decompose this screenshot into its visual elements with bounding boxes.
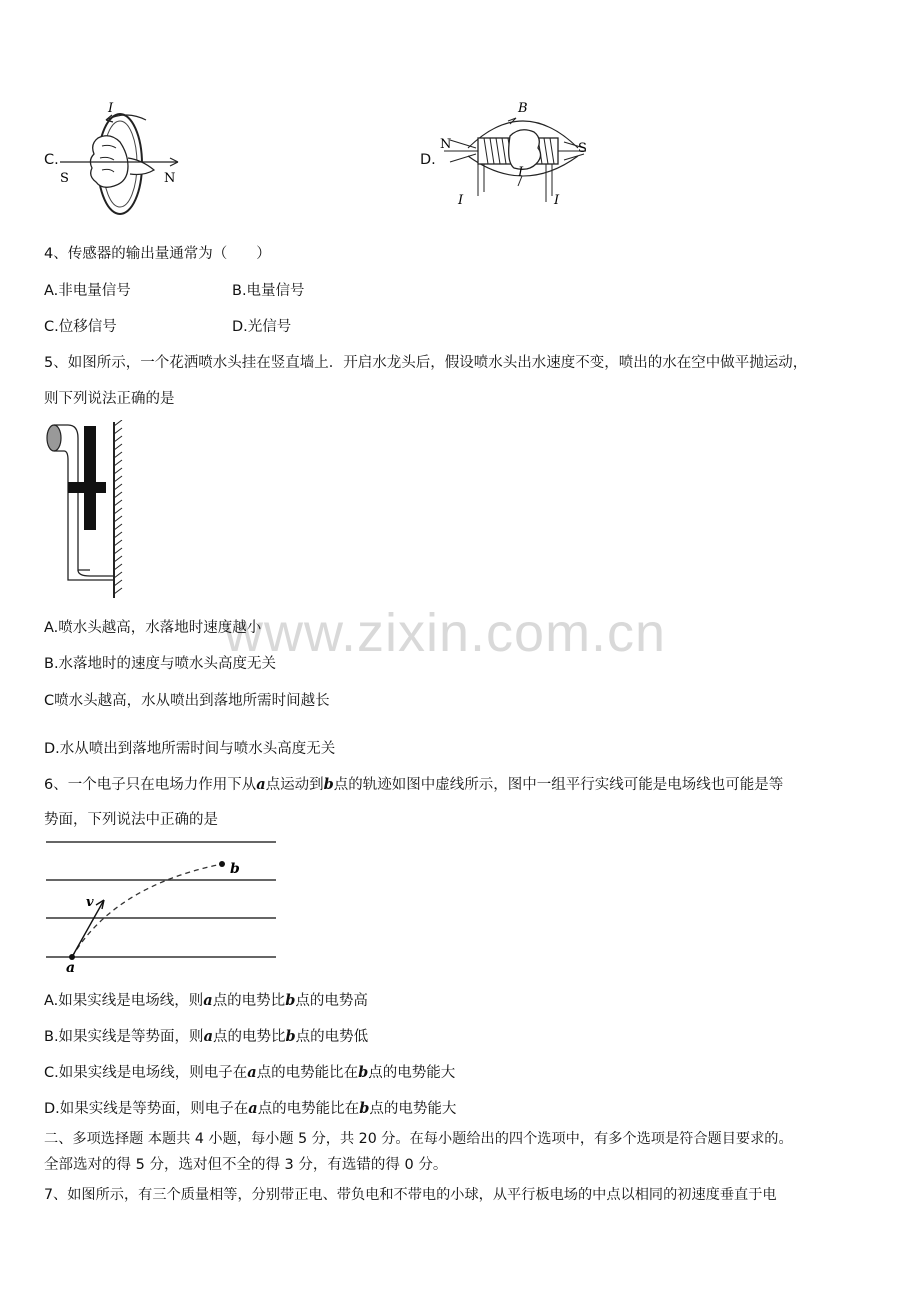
section2-line1: 二、多项选择题 本题共 4 小题，每小题 5 分，共 20 分。在每小题给出的四个选项中，有多个选项是符合题目要求的。 [44, 1131, 793, 1147]
fig-c-s-label: S [60, 171, 69, 186]
fig-d-i-mid-label: I [518, 165, 524, 180]
fig-c-n-label: N [164, 171, 176, 186]
watermark: www.zixin.com.cn [224, 603, 667, 663]
q4-stem: 4、传感器的输出量通常为（ ） [44, 246, 271, 262]
figure-showerhead [44, 420, 124, 602]
q5-stem-line1: 5、如图所示，一个花洒喷水头挂在竖直墙上．开启水龙头后，假设喷水头出水速度不变，喷出的水在空中做平抛运动， [44, 355, 808, 371]
q4-option-c: C.位移信号 [44, 319, 117, 335]
fig-v-label: v [86, 895, 94, 910]
q7-stem-line1: 7、如图所示，有三个质量相等，分别带正电、带负电和不带电的小球，从平行板电场的中点以相同的初速度垂直于电 [44, 1187, 777, 1203]
q5-option-b: B.水落地时的速度与喷水头高度无关 [44, 656, 277, 672]
q4-option-d: D.光信号 [232, 319, 292, 335]
fig-d-i-right-label: I [554, 193, 560, 208]
q4-option-a: A.非电量信号 [44, 283, 131, 299]
q6-option-c: C.如果实线是电场线，则电子在a点的电势能比在b点的电势能大 [44, 1064, 456, 1081]
option-c-label: C. [44, 152, 59, 168]
q5-stem-line2: 则下列说法正确的是 [44, 391, 175, 407]
q5-option-a: A.喷水头越高，水落地时速度越小 [44, 620, 262, 636]
fig-d-i-left-label: I [458, 193, 464, 208]
fig-d-s-label: S [578, 141, 587, 156]
q6-option-d: D.如果实线是等势面，则电子在a点的电势能比在b点的电势能大 [44, 1100, 457, 1117]
option-d-label: D. [420, 152, 436, 168]
figure-field-lines [44, 836, 284, 976]
q5-option-c: C喷水头越高，水从喷出到落地所需时间越长 [44, 693, 330, 709]
q6-option-b: B.如果实线是等势面，则a点的电势比b点的电势低 [44, 1028, 369, 1045]
figure-c-hand-coil [58, 98, 188, 218]
q6-option-a: A.如果实线是电场线，则a点的电势比b点的电势高 [44, 992, 368, 1009]
q6-stem-line1: 6、一个电子只在电场力作用下从a点运动到b点的轨迹如图中虚线所示，图中一组平行实线可能是电场线也可能是等 [44, 776, 784, 793]
fig-d-n-label: N [440, 137, 452, 152]
section2-line2: 全部选对的得 5 分，选对但不全的得 3 分，有选错的得 0 分。 [44, 1157, 448, 1173]
q4-option-b: B.电量信号 [232, 283, 305, 299]
fig-b-label: b [230, 861, 240, 877]
fig-d-b-label: B [518, 101, 528, 116]
figure-d-solenoid [438, 96, 598, 214]
q6-stem-line2: 势面，下列说法中正确的是 [44, 812, 218, 828]
fig-a-label: a [66, 960, 76, 976]
fig-c-current-label: I [108, 101, 114, 116]
q5-option-d: D.水从喷出到落地所需时间与喷水头高度无关 [44, 741, 336, 757]
